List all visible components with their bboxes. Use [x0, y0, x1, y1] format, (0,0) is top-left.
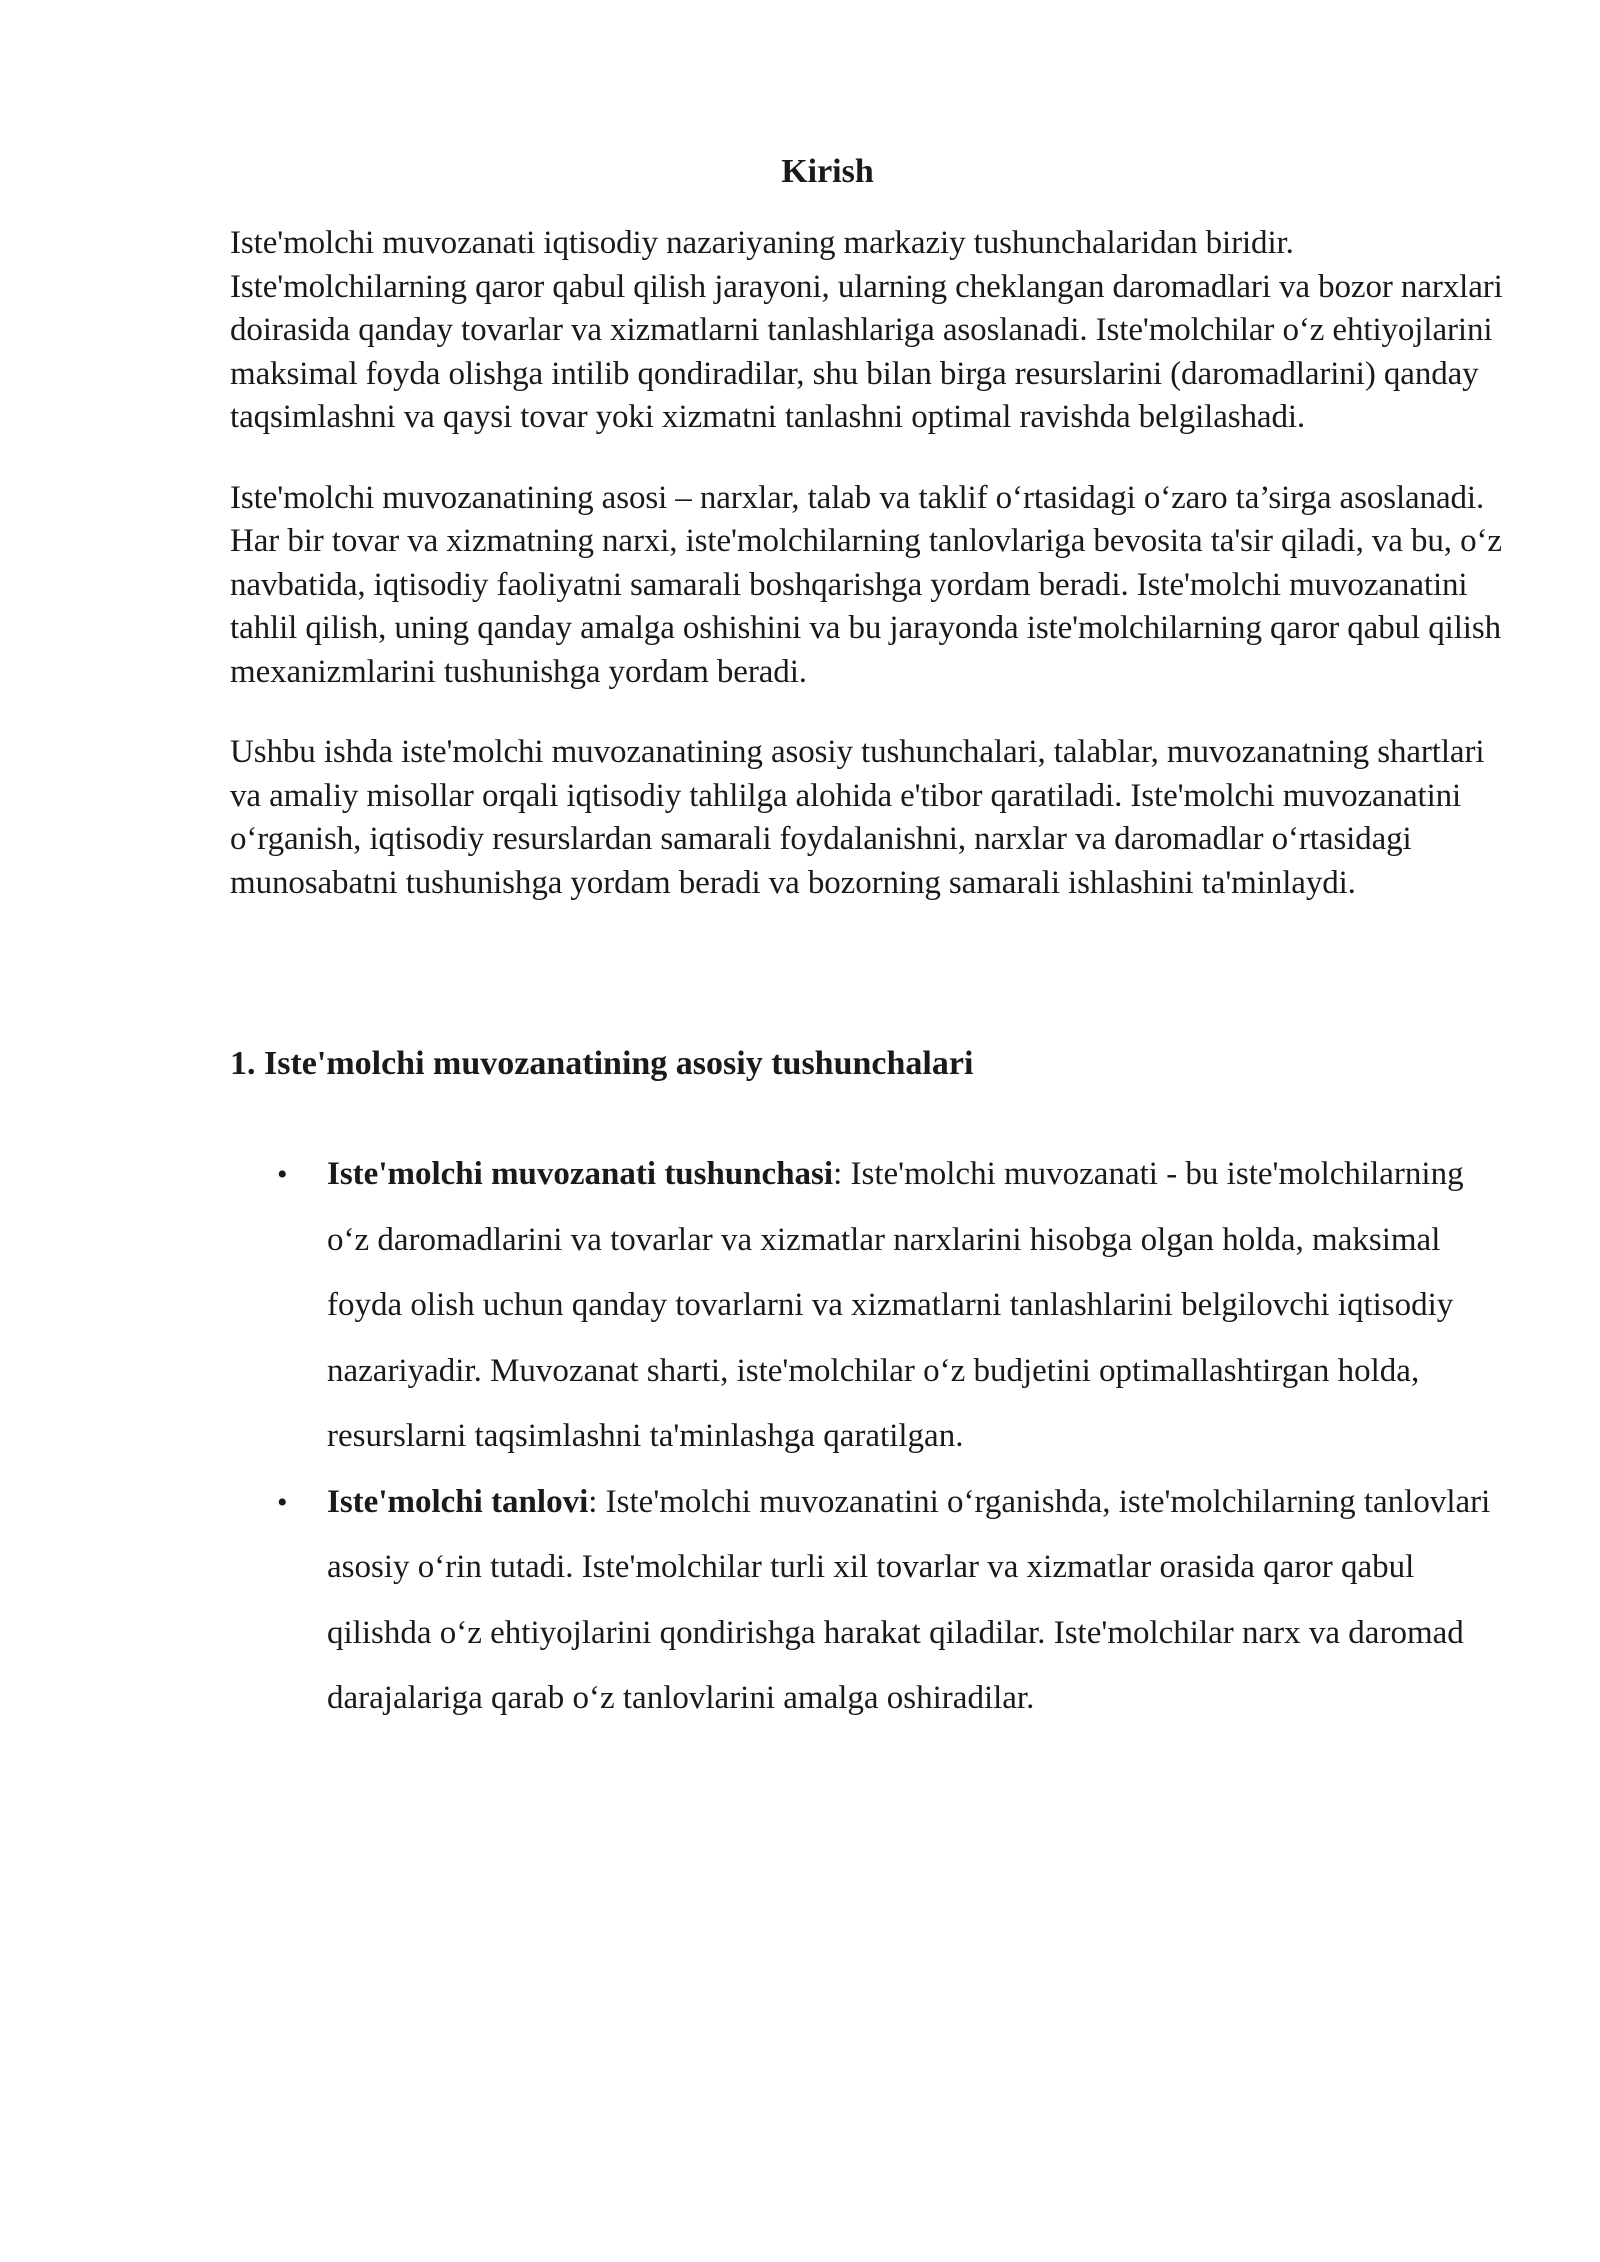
section-spacer	[230, 942, 1505, 1042]
bullet-icon: •	[277, 1485, 288, 1519]
intro-paragraph-2: Iste'molchi muvozanatining asosi – narxlar, talab va taklif o‘rtasidagi o‘zaro ta’sirga asoslanadi. Har bir tovar va xizmatning narxi, iste'molchilarning tanlovlariga bevosita ta'sir qiladi, va bu, o‘z navbatida, iqtisodiy faoliyatni samarali boshqarishga yordam beradi. Iste'molchi muvozanatini tahlil qilish, uning qanday amalga oshishini va bu jarayonda iste'molchilarning qaror qabul qilish mexanizmlarini tushunishga yordam beradi.	[230, 479, 1502, 690]
intro-paragraph-1: Iste'molchi muvozanati iqtisodiy nazariyaning markaziy tushunchalaridan biridir. Iste'molchilarning qaror qabul qilish jarayoni, ularning cheklangan daromadlari va bozor narxlari doirasida qanday tovarlar va xizmatlarni tanlashlariga asoslanadi. Iste'molchilar o‘z ehtiyojlarini maksimal foyda olishga intilib qondiradilar, shu bilan birga resurslarini (daromadlarini) qanday taqsimlashni va qaysi tovar yoki xizmatni tanlashni optimal ravishda belgilashadi.	[230, 225, 1503, 435]
bullet-term: Iste'molchi muvozanati tushunchasi	[327, 1156, 834, 1192]
intro-paragraph-3: Ushbu ishda iste'molchi muvozanatining asosiy tushunchalari, talablar, muvozanatning shartlari va amaliy misollar orqali iqtisodiy tahlilga alohida e'tibor qaratiladi. Iste'molchi muvozanatini o‘rganish, iqtisodiy resurslardan samarali foydalanishni, narxlar va daromadlar o‘rtasidagi munosabatni tushunishga yordam beradi va bozorning samarali ishlashini ta'minlaydi.	[230, 734, 1485, 901]
page-title: Kirish	[781, 153, 874, 190]
bullet-list	[230, 1142, 1505, 1732]
list-item	[277, 1470, 1505, 1732]
document-page	[230, 150, 1505, 1732]
section-heading: 1. Iste'molchi muvozanatining asosiy tushunchalari	[230, 1045, 974, 1082]
bullet-icon: •	[277, 1158, 288, 1191]
bullet-text: : Iste'molchi muvozanatini o‘rganishda, iste'molchilarning tanlovlari asosiy o‘rin tutadi. Iste'molchilar turli xil tovarlar va xizmatlar orasida qaror qabul qilishda o‘z ehtiyojlarini qondirishga harakat qiladilar. Iste'molchilar narx va daromad darajalariga qarab o‘z tanlovlarini amalga oshiradilar.	[327, 1483, 1491, 1716]
list-item	[277, 1142, 1505, 1470]
bullet-term: Iste'molchi tanlovi	[327, 1483, 589, 1520]
bullet-text: : Iste'molchi muvozanati - bu iste'molchilarning o‘z daromadlarini va tovarlar va xizmatlar narxlarini hisobga olgan holda, maksimal foyda olish uchun qanday tovarlarni va xizmatlarni tanlashlarini belgilovchi iqtisodiy nazariyadir. Muvozanat sharti, iste'molchilar o‘z budjetini optimallashtirgan holda, resurslarni taqsimlashni ta'minlashga qaratilgan.	[327, 1156, 1464, 1454]
